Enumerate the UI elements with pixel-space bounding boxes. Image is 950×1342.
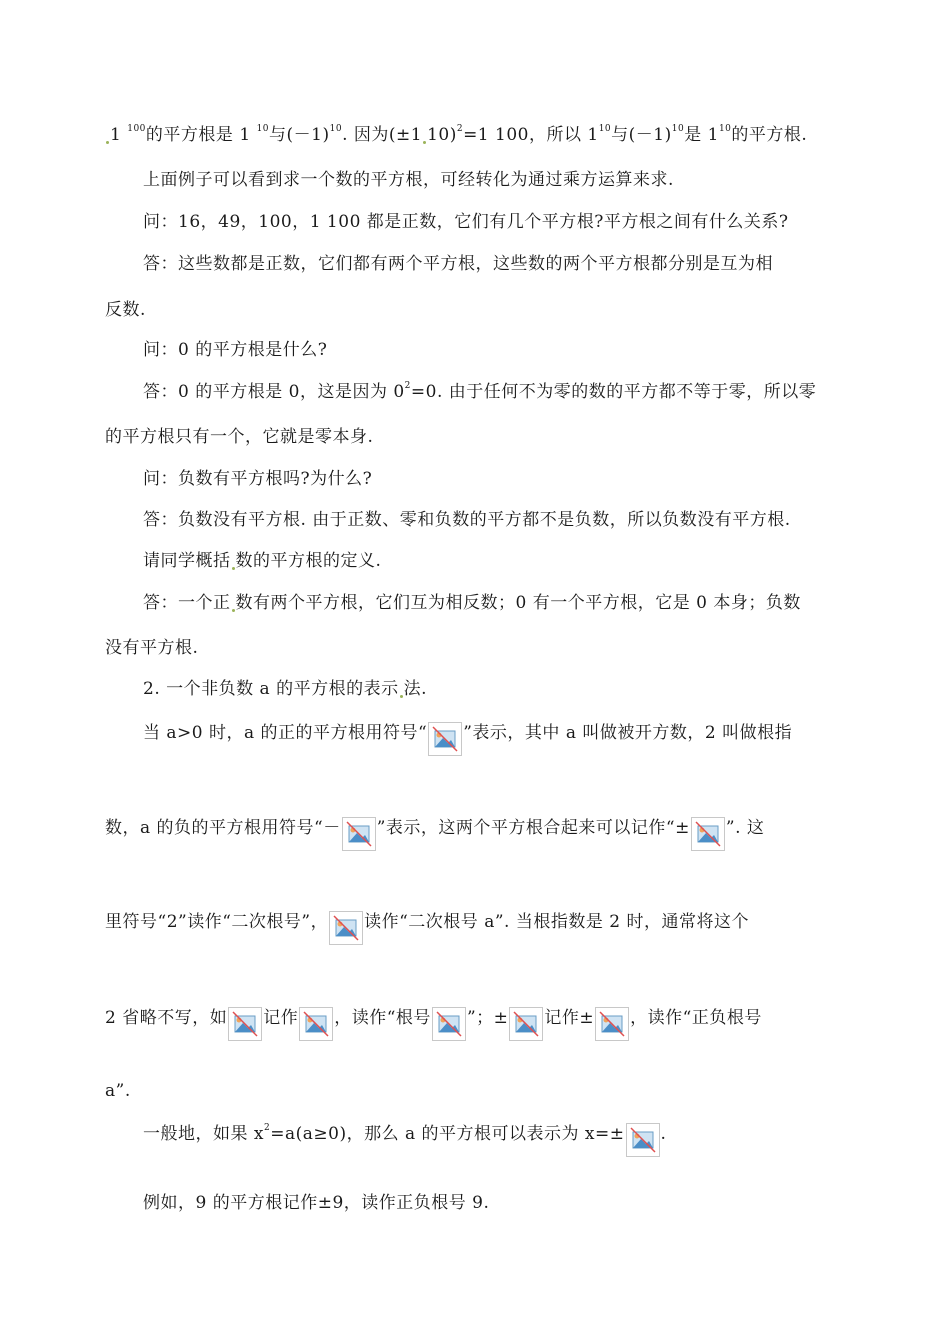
- text: 请同学概括: [143, 551, 231, 571]
- text: 答：0 的平方根是 0，这是因为 0: [143, 382, 405, 402]
- text: 里符号“2”读作“二次根号”，: [105, 912, 329, 932]
- superscript: 2: [264, 1123, 271, 1134]
- broken-image-icon: [342, 817, 376, 851]
- superscript: 100: [127, 124, 146, 135]
- text: =0. 由于任何不为零的数的平方都不等于零，所以零: [410, 382, 817, 402]
- text: ”表示，这两个平方根合起来可以记作“±: [376, 818, 690, 838]
- edit-mark-icon: [400, 695, 403, 698]
- text: 10): [427, 125, 457, 145]
- text: 数，a 的负的平方根用符号“－: [105, 818, 341, 838]
- edit-mark-icon: [232, 609, 235, 612]
- text-line-18: [105, 1005, 850, 1031]
- text-line-17: [105, 909, 850, 935]
- superscript: 10: [718, 124, 732, 135]
- broken-image-icon: [329, 911, 363, 945]
- text: 一般地，如果 x: [143, 1124, 264, 1144]
- text-line-12: [143, 590, 850, 616]
- superscript: 10: [256, 124, 270, 135]
- text: ”；±: [466, 1008, 509, 1028]
- edit-mark-icon: [106, 141, 109, 144]
- text-line-1: [105, 122, 850, 148]
- text-line-11: [143, 548, 850, 574]
- text-line-4: 答：这些数都是正数，它们都有两个平方根，这些数的两个平方根都分别是互为相: [143, 254, 773, 274]
- text-line-2: 上面例子可以看到求一个数的平方根，可经转化为通过乘方运算来求.: [143, 170, 674, 190]
- text: 1: [110, 125, 122, 145]
- text: ”表示，其中 a 叫做被开方数，2 叫做根指: [463, 723, 793, 743]
- broken-image-icon: [432, 1007, 466, 1041]
- edit-mark-icon: [232, 567, 235, 570]
- text: 记作: [263, 1008, 299, 1028]
- superscript: 2: [404, 381, 411, 392]
- text: 数的平方根的定义.: [235, 551, 382, 571]
- text-line-8: 的平方根只有一个，它就是零本身.: [105, 427, 374, 447]
- text-line-7: [143, 379, 850, 405]
- text-line-13: 没有平方根.: [105, 638, 199, 658]
- broken-image-icon: [626, 1123, 660, 1157]
- text: 2. 一个非负数 a 的平方根的表示: [143, 679, 399, 699]
- text-line-9: 问：负数有平方根吗?为什么?: [143, 469, 373, 489]
- text-line-5: 反数.: [105, 300, 146, 320]
- text: 的平方根是 1: [145, 125, 251, 145]
- text: 当 a>0 时，a 的正的平方根用符号“: [143, 723, 428, 743]
- superscript: 10: [671, 124, 685, 135]
- text-line-10: 答：负数没有平方根. 由于正数、零和负数的平方都不是负数，所以负数没有平方根.: [143, 510, 791, 530]
- broken-image-icon: [595, 1007, 629, 1041]
- text: ”. 这: [725, 818, 765, 838]
- text-line-19: a”.: [105, 1081, 131, 1101]
- text: ，读作“根号: [334, 1008, 431, 1028]
- text: 2 省略不写，如: [105, 1008, 228, 1028]
- broken-image-icon: [691, 817, 725, 851]
- text: 读作“二次根号 a”. 当根指数是 2 时，通常将这个: [364, 912, 749, 932]
- text: ，读作“正负根号: [630, 1008, 762, 1028]
- text: =a(a≥0)，那么 a 的平方根可以表示为 x=±: [270, 1124, 625, 1144]
- text-line-15: [143, 720, 850, 746]
- superscript: 2: [456, 124, 464, 135]
- broken-image-icon: [428, 722, 462, 756]
- text: 与(－1): [269, 125, 330, 145]
- broken-image-icon: [509, 1007, 543, 1041]
- text: . 因为(±1: [342, 125, 423, 145]
- broken-image-icon: [228, 1007, 262, 1041]
- text: 答：一个正: [143, 593, 231, 613]
- text: =1 100，所以 1: [463, 125, 599, 145]
- text: 与(－1): [611, 125, 672, 145]
- text: 的平方根.: [731, 125, 808, 145]
- text-line-3: 问：16，49，100，1 100 都是正数，它们有几个平方根?平方根之间有什么关系?: [143, 212, 789, 232]
- text-line-21: 例如，9 的平方根记作±9，读作正负根号 9.: [143, 1193, 490, 1213]
- text: 法.: [403, 679, 427, 699]
- text: .: [660, 1124, 667, 1144]
- text: 数有两个平方根，它们互为相反数；0 有一个平方根，它是 0 本身；负数: [235, 593, 801, 613]
- edit-mark-icon: [423, 141, 426, 144]
- text: 记作±: [544, 1008, 595, 1028]
- text-line-6: 问：0 的平方根是什么?: [143, 340, 328, 360]
- superscript: 10: [329, 124, 343, 135]
- superscript: 10: [598, 124, 612, 135]
- text-line-14: [143, 676, 850, 702]
- text: 是 1: [684, 125, 719, 145]
- text-line-20: [143, 1121, 850, 1147]
- text-line-16: [105, 815, 850, 841]
- broken-image-icon: [299, 1007, 333, 1041]
